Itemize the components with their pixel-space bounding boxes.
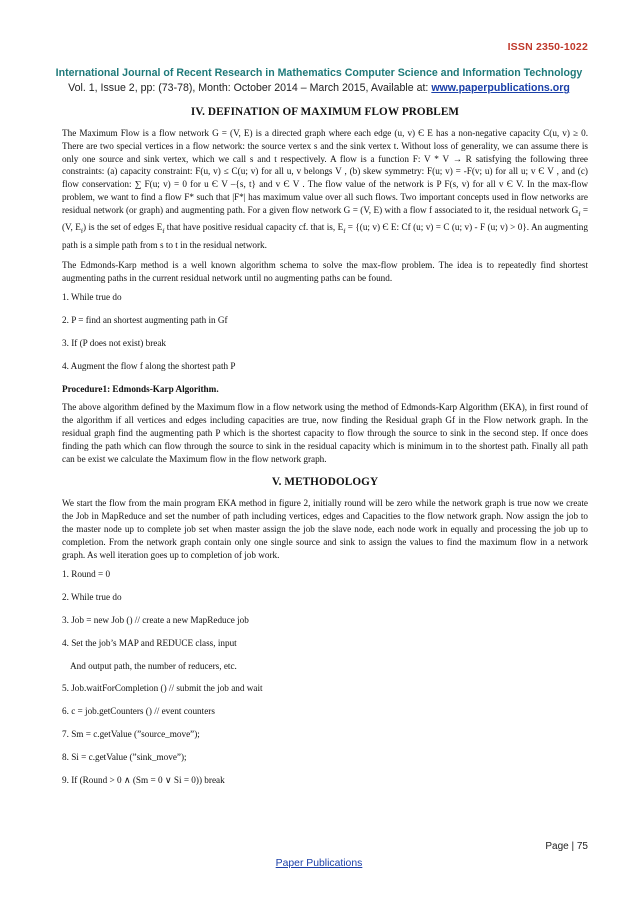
- algorithm-step: 3. If (P does not exist) break: [62, 338, 167, 349]
- algorithm-step: 4. Augment the flow f along the shortest path P: [62, 360, 236, 371]
- method-step-continuation: And output path, the number of reducers, etc.: [70, 660, 237, 671]
- method-step: 8. Si = c.getValue (”sink_move”);: [62, 751, 187, 762]
- section-5-paragraph-1: We start the flow from the main program EKA method in figure 2, initially round will be zero while the network graph is true now we create the Job in MapReduce and set the number of path including vertices, edges and Capacities to the flow network graph. Now assign the job to the master node up to complete job set when master assign the job the slave node, each node work in equally and processing the job up to completion. From the network graph contain only one single source and sink to assign the values to find the maximum flow in a network graph. As well iteration goes up to completion of job work.: [62, 498, 588, 560]
- journal-title: International Journal of Recent Research in Mathematics Computer Science and Information Technology: [55, 67, 583, 79]
- method-step: 1. Round = 0: [62, 569, 111, 580]
- journal-issue-info: Vol. 1, Issue 2, pp: (73-78), Month: October 2014 – March 2015, Available at:: [68, 82, 432, 94]
- publisher-link[interactable]: Paper Publications: [275, 858, 363, 869]
- algorithm-step: 2. P = find an shortest augmenting path in Gf: [62, 315, 228, 326]
- method-step: 4. Set the job’s MAP and REDUCE class, input: [62, 637, 237, 648]
- procedure-caption: Procedure1: Edmonds-Karp Algorithm.: [62, 383, 219, 394]
- journal-url-link[interactable]: www.paperpublications.org: [431, 82, 570, 94]
- method-step: 7. Sm = c.getValue (”source_move”);: [62, 728, 200, 739]
- algorithm-step: 1. While true do: [62, 292, 122, 303]
- section-4-paragraph-2: The Edmonds-Karp method is a well known algorithm schema to solve the max-flow problem. The idea is to repeatedly find shortest augmenting paths in the current residual network until no augmenting paths can be found.: [62, 259, 588, 283]
- journal-subtitle: [0, 82, 638, 94]
- section-4-paragraph-3: The above algorithm defined by the Maximum flow in a flow network using the method of Edmonds-Karp Algorithm (EKA), in first round of the algorithm if all vertices and edges including capacities are true, now finding the Residual graph Gf in the Flow network graph. In the residual graph find the augmenting path P which is the shortest capacity to flow through the source to sink in the second step. If once does finding the path which can flow through the source to sink in the residual capacity which is minimum in to the shortest path. Finally all path can be exist we calculate the Maximum flow in the flow network graph.: [62, 402, 588, 464]
- section-4-heading: IV. DEFINATION OF MAXIMUM FLOW PROBLEM: [190, 106, 460, 118]
- section-5-heading: V. METHODOLOGY: [271, 476, 379, 489]
- method-step: 9. If (Round > 0 ∧ (Sm = 0 ∨ Si = 0)) break: [62, 774, 225, 785]
- page-number: Page | 75: [545, 841, 588, 852]
- issn-label: ISSN 2350-1022: [507, 41, 588, 53]
- method-step: 5. Job.waitForCompletion () // submit the job and wait: [62, 683, 263, 694]
- section-4-paragraph-1: The Maximum Flow is a flow network G = (V, E) is a directed graph where each edge (u, v) Є E has a non-negative capacity C(u, v) ≥ 0. There are two special vertices in a flow network: the source vertex s and the sink vertex t. Without loss of generality, we can assume there is only one source and sink vertex, which we call s and t respectively. A flow is a function F: V * V → R satisfying the following three constraints: (a) capacity constraint: F(u, v) ≤ C(u; v) for all u, v belongs V , (b) skew symmetry: F(u; v) = -F(v; u) for all u; v Є V , and (c) flow conservation: ∑ F(u; v) = 0 for u Є V –{s, t} and v Є V . The flow value of the network is P F(s, v) for all v Є V. In the max-flow problem, we want to find a flow F* such that |F*| has maximum value over all such flows. Two important concepts used in flow networks are residual network (or graph) and augmenting path. For a given flow network G = (V, E) with a flow f associated to it, the residual network $G_f = (V$, $E_f$) is the set of edges $E_f$ that have positive residual capacity cf. that is, $E_f = \{(u$; v) Є E: Cf (u; v) = C (u; v) - F (u; v) > 0}. An augmenting path is a simple path from s to t in the residual network.: [62, 128, 589, 251]
- article-body: [62, 106, 588, 796]
- method-step: 3. Job = new Job () // create a new MapReduce job: [62, 614, 249, 625]
- method-step: 2. While true do: [62, 592, 122, 603]
- method-step: 6. c = job.getCounters () // event counters: [62, 706, 215, 717]
